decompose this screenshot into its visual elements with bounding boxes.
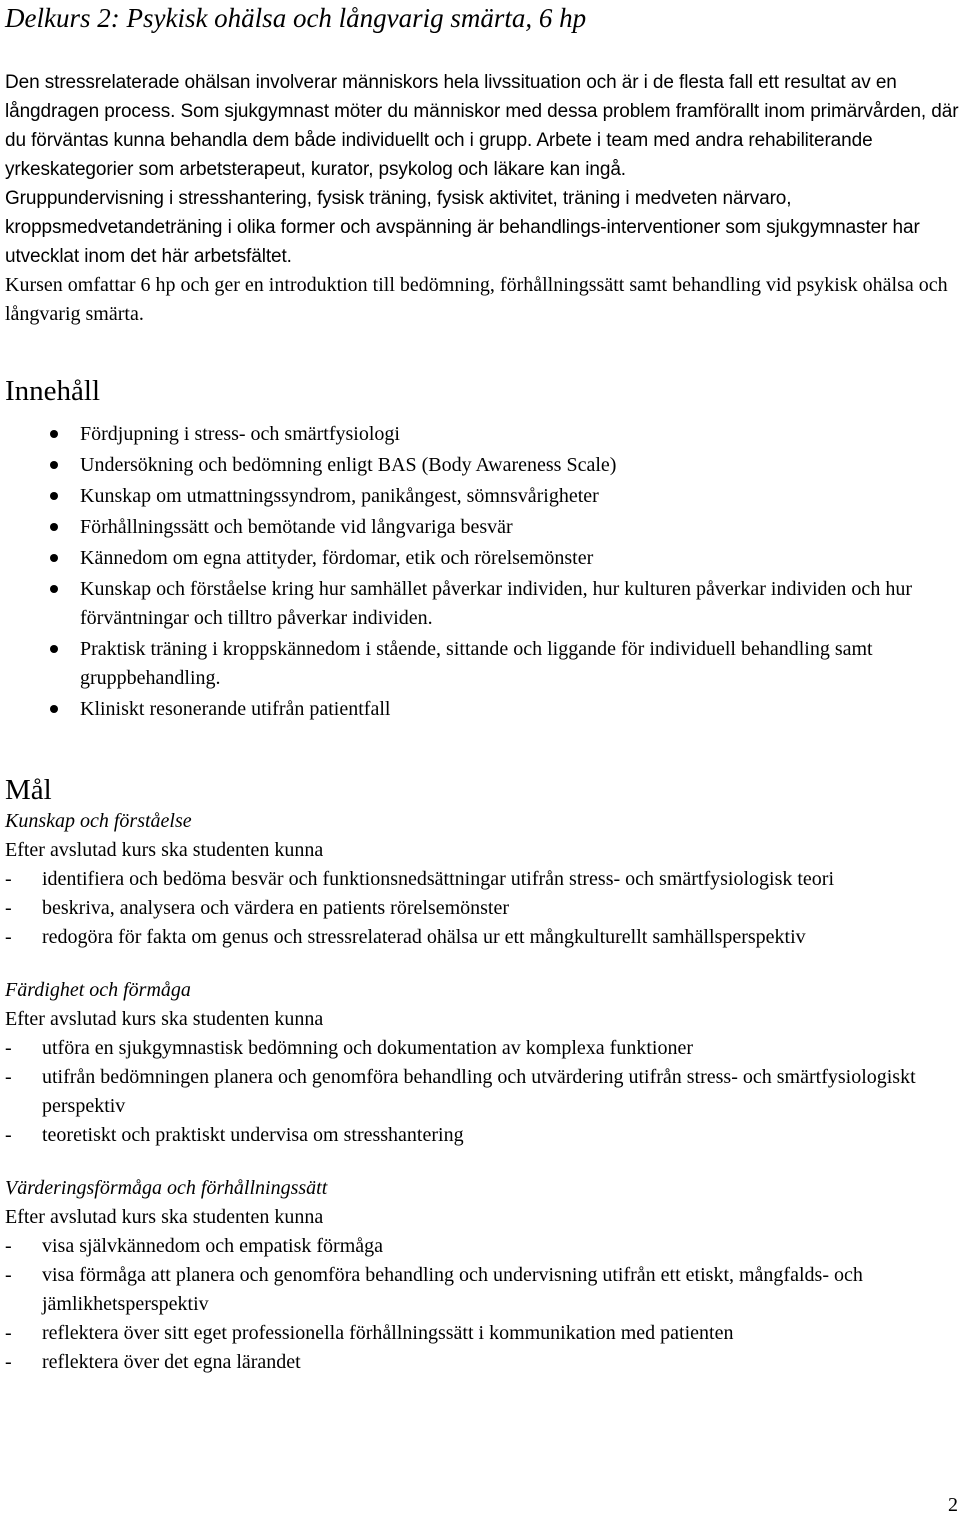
- list-item: - teoretiskt och praktiskt undervisa om stresshantering: [5, 1121, 960, 1150]
- list-item: Kännedom om egna attityder, fördomar, etik och rörelsemönster: [5, 544, 960, 573]
- list-item: - reflektera över det egna lärandet: [5, 1348, 960, 1377]
- goal-group-skills: [5, 976, 960, 1150]
- innehall-list: [5, 420, 960, 724]
- list-item: Kliniskt resonerande utifrån patientfall: [5, 695, 960, 724]
- list-item: - reflektera över sitt eget professionella förhållningssätt i kommunikation med patienten: [5, 1319, 960, 1348]
- goal-group-knowledge: [5, 807, 960, 952]
- list-item: Praktisk träning i kroppskännedom i stående, sittande och liggande för individuell behandling samt gruppbehandling.: [5, 635, 960, 693]
- goal-list: [5, 1232, 960, 1377]
- list-item: - redogöra för fakta om genus och stressrelaterad ohälsa ur ett mångkulturellt samhällsperspektiv: [5, 923, 960, 952]
- goal-subheading: Värderingsförmåga och förhållningssätt: [5, 1177, 328, 1199]
- page-number: 2: [948, 1494, 958, 1516]
- list-item: - visa förmåga att planera och genomföra behandling och undervisning utifrån ett etiskt, mångfalds- och jämlikhetsperspektiv: [5, 1261, 960, 1319]
- list-item: - beskriva, analysera och värdera en patients rörelsemönster: [5, 894, 960, 923]
- section-heading-innehall: Innehåll: [5, 375, 101, 407]
- goal-subheading: Kunskap och förståelse: [5, 810, 192, 832]
- intro-paragraph-2: Gruppundervisning i stresshantering, fysisk träning, fysisk aktivitet, träning i medveten närvaro, kroppsmedvetandeträning i olika former och avspänning är behandlings-interventioner som sjukgymnaster har utvecklat inom det här arbetsfältet.: [5, 188, 920, 267]
- list-item: - utföra en sjukgymnastisk bedömning och dokumentation av komplexa funktioner: [5, 1034, 960, 1063]
- goal-list: [5, 1034, 960, 1150]
- list-item: - utifrån bedömningen planera och genomföra behandling och utvärdering utifrån stress- och smärtfysiologiskt perspektiv: [5, 1063, 960, 1121]
- section-heading-mal: Mål: [5, 774, 52, 806]
- goal-list: [5, 865, 960, 952]
- list-item: - visa självkännedom och empatisk förmåga: [5, 1232, 960, 1261]
- goal-lead: Efter avslutad kurs ska studenten kunna: [5, 1008, 324, 1030]
- list-item: - identifiera och bedöma besvär och funktionsnedsättningar utifrån stress- och smärtfysiologisk teori: [5, 865, 960, 894]
- list-item: Fördjupning i stress- och smärtfysiologi: [5, 420, 960, 449]
- intro-paragraph-1: Den stressrelaterade ohälsan involverar människors hela livssituation och är i de flesta fall ett resultat av en långdragen process. Som sjukgymnast möter du människor med dessa problem framförallt inom primärvården, där du förväntas kunna behandla dem både individuellt och i grupp. Arbete i team med andra rehabiliterande yrkeskategorier som arbetsterapeut, kurator, psykolog och läkare kan ingå.: [5, 72, 959, 180]
- goal-lead: Efter avslutad kurs ska studenten kunna: [5, 1206, 324, 1228]
- list-item: Undersökning och bedömning enligt BAS (Body Awareness Scale): [5, 451, 960, 480]
- list-item: Förhållningssätt och bemötande vid långvariga besvär: [5, 513, 960, 542]
- goal-subheading: Färdighet och förmåga: [5, 979, 191, 1001]
- goal-lead: Efter avslutad kurs ska studenten kunna: [5, 839, 324, 861]
- list-item: Kunskap om utmattningssyndrom, panikångest, sömnsvårigheter: [5, 482, 960, 511]
- document-page: [5, 0, 960, 1377]
- intro-paragraph-3: Kursen omfattar 6 hp och ger en introduktion till bedömning, förhållningssätt samt behandling vid psykisk ohälsa och långvarig smärta.: [5, 274, 948, 325]
- page-title: Delkurs 2: Psykisk ohälsa och långvarig smärta, 6 hp: [5, 3, 587, 33]
- intro-section: [5, 68, 960, 329]
- goal-group-values: [5, 1174, 960, 1377]
- list-item: Kunskap och förståelse kring hur samhället påverkar individen, hur kulturen påverkar individen och hur förväntningar och tilltro påverkar individen.: [5, 575, 960, 633]
